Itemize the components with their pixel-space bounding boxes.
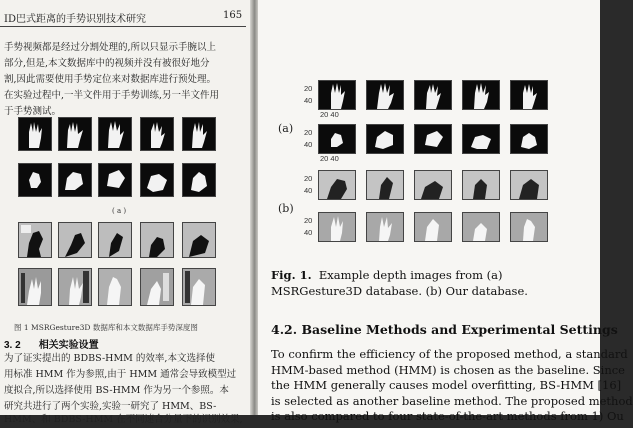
depth-image <box>510 80 548 110</box>
depth-image <box>58 163 92 197</box>
depth-image <box>98 117 132 151</box>
paragraph-line: 割,因此需要使用手势定位来对数据库进行预处理。 <box>4 74 217 85</box>
tick-label: 40 <box>304 228 313 237</box>
depth-image <box>182 268 216 306</box>
body-line: 度拟合,所以选择使用 BS-HMM 作为另一个参照。本 <box>4 385 229 396</box>
tick-label: 20 40 <box>320 110 339 119</box>
depth-image <box>98 222 132 258</box>
depth-image <box>58 268 92 306</box>
depth-image <box>58 222 92 258</box>
figure-caption <box>271 267 591 299</box>
paragraph-line: 在实验过程中,一半文件用于手势训练,另一半文件用 <box>4 90 220 101</box>
depth-image <box>462 170 500 200</box>
header-rule <box>0 26 246 27</box>
running-title: ID巴式距离的手势识别技术研究 <box>4 14 146 25</box>
body-line: HMM-based method (HMM) is chosen as the baseline. Since <box>271 362 625 377</box>
depth-image <box>414 170 452 200</box>
paragraph-line: 部分,但是,本文数据库中的视频并没有被很好地分 <box>4 58 210 69</box>
depth-image <box>318 170 356 200</box>
tick-label: 20 40 <box>320 154 339 163</box>
depth-image <box>462 212 500 242</box>
depth-image <box>510 124 548 154</box>
depth-image <box>366 170 404 200</box>
depth-image <box>366 124 404 154</box>
depth-image <box>182 222 216 258</box>
section-number: 3. 2 <box>4 340 21 351</box>
figure-caption: 图 1 MSRGesture3D 数据库和本文数据库手势深度图 <box>14 323 198 332</box>
body-line: is also compared to four state-of-the-art methods from 1) Ou <box>271 409 624 423</box>
depth-image <box>318 212 356 242</box>
section-heading <box>4 336 99 351</box>
section-heading: 4.2. Baseline Methods and Experimental Settings <box>271 322 618 337</box>
depth-image <box>414 212 452 242</box>
page-number: 165 <box>223 10 243 21</box>
depth-image <box>182 163 216 197</box>
depth-image <box>18 117 52 151</box>
depth-image <box>140 222 174 258</box>
depth-image <box>462 124 500 154</box>
depth-image <box>510 212 548 242</box>
body-line: 研究共进行了两个实验,实验一研究了 HMM、BS- <box>4 401 217 412</box>
tick-label: 40 <box>304 186 313 195</box>
depth-image <box>140 163 174 197</box>
depth-image <box>414 124 452 154</box>
depth-image <box>366 212 404 242</box>
body-line: HMM、和 BDBS-HMM 在不同速合分量下的识别效果, <box>4 414 243 425</box>
depth-image <box>414 80 452 110</box>
depth-image <box>98 268 132 306</box>
depth-image <box>462 80 500 110</box>
body-text <box>271 347 633 425</box>
depth-image <box>366 80 404 110</box>
figure-caption-text: Example depth images from (a) MSRGesture3D database. (b) Our database. <box>271 268 528 298</box>
depth-image <box>98 163 132 197</box>
figure-caption-label: Fig. 1. <box>271 268 312 282</box>
body-line: 用标准 HMM 作为参照,由于 HMM 通常会导致模型过 <box>4 369 237 380</box>
depth-image <box>58 117 92 151</box>
body-line: 为了证实提出的 BDBS-HMM 的效率,本文选择使 <box>4 353 215 364</box>
depth-image <box>182 117 216 151</box>
tick-label: 20 <box>304 84 313 93</box>
depth-image <box>318 124 356 154</box>
right-page <box>258 0 633 423</box>
subfigure-label: ( a ) <box>112 207 127 215</box>
depth-image <box>18 222 52 258</box>
depth-image <box>18 163 52 197</box>
tick-label: 20 <box>304 128 313 137</box>
left-page-header <box>0 10 252 28</box>
body-line: To confirm the efficiency of the proposed method, a standard <box>271 347 628 361</box>
tick-label: 40 <box>304 140 313 149</box>
tick-label: 20 <box>304 216 313 225</box>
row-label-b: (b) <box>278 202 294 215</box>
tick-label: 20 <box>304 174 313 183</box>
row-label-a: (a) <box>278 122 294 135</box>
depth-image <box>318 80 356 110</box>
paragraph-line: 手势视频都是经过分割处理的,所以只显示手腕以上 <box>4 42 217 53</box>
depth-image <box>18 268 52 306</box>
body-line: the HMM generally causes model overfitting, BS-HMM [16] <box>271 378 622 392</box>
left-page <box>0 0 252 425</box>
section-title: 相关实验设置 <box>38 340 99 351</box>
body-line: is selected as another baseline method. The proposed method <box>271 393 633 408</box>
depth-image <box>140 117 174 151</box>
tick-label: 40 <box>304 96 313 105</box>
paragraph-line: 于手势测试。 <box>4 106 62 117</box>
depth-image <box>510 170 548 200</box>
depth-image <box>140 268 174 306</box>
